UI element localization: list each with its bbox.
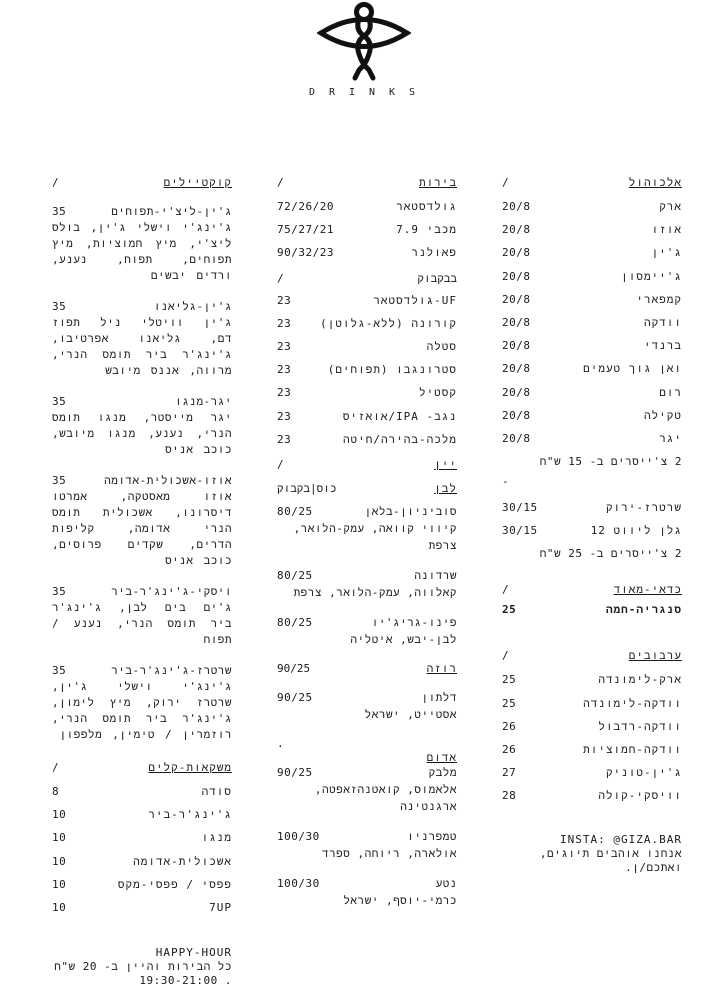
happy-hour-line1: כל הבירות והיין ב- 20 ש"ח <box>54 960 232 974</box>
dash-mark: - <box>502 475 510 489</box>
menu-row: וודקה-לימונדה 25 <box>502 696 682 710</box>
happy-hour-title: HAPPY-HOUR <box>155 946 232 960</box>
mixes-list <box>502 673 682 812</box>
cocktails-title: קוקטיילים <box>163 176 232 189</box>
red-dot: . <box>277 736 284 750</box>
menu-row: ואן גוך טעמים 20/8 <box>502 362 682 376</box>
menu-row: וויסקי-קולה 28 <box>502 789 682 803</box>
menu-row: מנגו 10 <box>52 831 232 845</box>
menu-row: גולדסטאר 72/26/20 <box>277 200 457 213</box>
soft-header: משקאות-קלים / <box>52 761 232 774</box>
cocktail-item: שרטרז-ג'ינג'ר-ביר 35 ג'ינג'י וישלי ג'ין, שרטרז ירוק, מיץ לימון, ג'ינג'ר ביר תומס הנרי, רוזמרין / טימין, מלפפון <box>52 664 232 741</box>
menu-row: גלן ליווט 12 30/15 <box>502 524 682 538</box>
menu-row: סודה 8 <box>52 785 232 798</box>
rose-title: רוזה <box>426 661 457 675</box>
menu-row: ג'ין-טוניק 27 <box>502 766 682 780</box>
wine-title: יין <box>434 457 457 471</box>
shot-title: כדאי-מאוד <box>613 583 682 597</box>
beers-list <box>277 200 457 270</box>
white-wine-title: לבן <box>434 481 457 495</box>
menu-row: מלכה-בהירה/חיטה 23 <box>277 432 457 446</box>
menu-row: 7UP 10 <box>52 900 232 914</box>
wine-item: טמפרניו 100/30 אולארה, ריוחה, ספרד <box>277 829 457 860</box>
menu-row: פאולנר 90/32/23 <box>277 246 457 260</box>
bottle-list <box>277 294 457 456</box>
soft-list <box>52 785 232 924</box>
menu-row: וודקה 20/8 <box>502 315 682 329</box>
bottle-header: בבקבוק / <box>277 272 457 288</box>
red-header <box>277 737 457 765</box>
menu-row: טקילה 20/8 <box>502 408 682 422</box>
brand-title: DRINKS <box>308 87 430 98</box>
menu-row: פפסי / פפסי-מקס 10 <box>52 877 232 891</box>
mixes-title: ערבובים <box>628 649 682 663</box>
cocktail-item: ג'ין-ליצ'י-תפוחים 35 ג'ינג'י וישלי ג'ין, בולס ליצ'י, מיץ חמוציות, מיץ תפוחים, תפוח, נענע, ורדים יבשים <box>52 205 232 282</box>
menu-row: סטלה 23 <box>277 339 457 353</box>
menu-row: ברנדי 20/8 <box>502 339 682 353</box>
menu-row: רום 20/8 <box>502 385 682 399</box>
menu-row: אוזו 20/8 <box>502 223 682 237</box>
happy-hour-line2: . 19:30-21:00 <box>139 974 232 988</box>
menu-row: אשכולית-אדומה 10 <box>52 854 232 868</box>
menu-row: נגב- IPA/אואזיס 23 <box>277 409 457 423</box>
slash-mark: / <box>502 176 509 189</box>
wine-header: יין / <box>277 457 457 471</box>
wine-item: סוביניון-בלאן 80/25 קיווי קוואה, עמק-הלואר, צרפת <box>277 504 457 552</box>
insta-handle: INSTA: @GIZA.BAR <box>560 832 682 846</box>
wine-item: דלתון 90/25 אסטייט, ישראל <box>277 690 457 721</box>
menu-row: וודקה-חמוציות 26 <box>502 743 682 756</box>
column-middle <box>277 176 457 923</box>
mixes-header: ערבובים / <box>502 649 682 663</box>
red-title: אדום <box>426 750 457 764</box>
menu-row: מכבי 7.9 75/27/21 <box>277 223 457 237</box>
menu-row: ארק 20/8 <box>502 200 682 213</box>
wine-item: מלבק 90/25 אלאמוס, קואטנהזאפטה, ארגנטינה <box>277 765 457 813</box>
white-wine-header <box>277 482 457 500</box>
giza-logo <box>317 2 411 82</box>
insta-line1: אנחנו אוהבים תיוגים, <box>539 846 682 860</box>
menu-row: קמפארי 20/8 <box>502 292 682 306</box>
insta-block <box>502 833 682 875</box>
cocktail-item: אוזו-אשכולית-אדומה 35 אוזו מאסטקה, אמרטו דיסרונו, אשכולית תומס הנרי אדומה, קליפות הדרים, שקדים פרוסים, כוכב אניס <box>52 474 232 567</box>
wine-item: שרדונה 80/25 קאלווה, עמק-הלואר, צרפת <box>277 568 457 599</box>
cocktails-header: קוקטיילים / <box>52 176 232 189</box>
insta-line2: ואתכם/ן. <box>625 860 682 874</box>
menu-row: שרטרז-ירוק 30/15 <box>502 501 682 515</box>
cocktail-item: ויסקי-ג'ינג'ר-ביר 35 ג'ים בים לבן, ג'ינג'ר ביר תומס הנרי, נענע / תפוח <box>52 585 232 646</box>
alcohol-header <box>502 176 682 194</box>
shot-header: כדאי-מאוד / <box>502 583 682 597</box>
menu-row: וודקה-רדבול 26 <box>502 719 682 733</box>
alcohol-title: אלכוהול <box>628 176 682 189</box>
cocktail-item: יגר-מנגו 35 יגר מייסטר, מנגו תומס הנרי, נענע, מנגו מיובש, כוכב אניס <box>52 395 232 456</box>
alcohol-list <box>502 200 682 455</box>
happy-hour-block <box>52 946 232 988</box>
menu-row: סטרונגבו (תפוחים) 23 <box>277 363 457 377</box>
rose-header <box>277 662 457 680</box>
soft-title: משקאות-קלים <box>148 761 232 774</box>
chaser-note-2: 2 צ'ייסרים ב- 25 ש"ח <box>539 547 682 561</box>
rose-price: 90/25 <box>277 661 311 675</box>
menu-row: ג'יימסון 20/8 <box>502 269 682 283</box>
bottle-title: בבקבוק <box>417 271 457 285</box>
menu-row: ג'ין 20/8 <box>502 246 682 260</box>
menu-row: יגר 20/8 <box>502 431 682 445</box>
menu-row: ארק-לימונדה 25 <box>502 673 682 687</box>
menu-row: קורונה (ללא-גלוטן) 23 <box>277 316 457 330</box>
menu-row: UF-גולדסטאר 23 <box>277 293 457 307</box>
column-left <box>52 176 232 988</box>
menu-row: קסטיל 23 <box>277 386 457 400</box>
menu-row: ג'ינג'ר-ביר 10 <box>52 808 232 822</box>
beers-title: בירות <box>418 176 457 189</box>
glass-bottle-label: כוס|בקבוק <box>277 481 337 495</box>
chaser-note: 2 צ'ייסרים ב- 15 ש"ח <box>539 455 682 469</box>
wine-item: פינו-גריג'יו 80/25 לבן-יבש, איטליה <box>277 615 457 646</box>
cocktail-item: ג'ין-גליאנו 35 ג'ין וויטלי ניל תפוז דם, גליאנו אפרטיבו, ג'ינג'ר ביר תומס הנרי, מרווה, אננס מיובש <box>52 300 232 377</box>
beers-header: בירות / <box>277 176 457 189</box>
wine-item: נטע 100/30 כרמי-יוסף, ישראל <box>277 876 457 907</box>
shot-row: סנגריה-חמה 25 <box>502 603 682 617</box>
column-right <box>502 176 682 875</box>
